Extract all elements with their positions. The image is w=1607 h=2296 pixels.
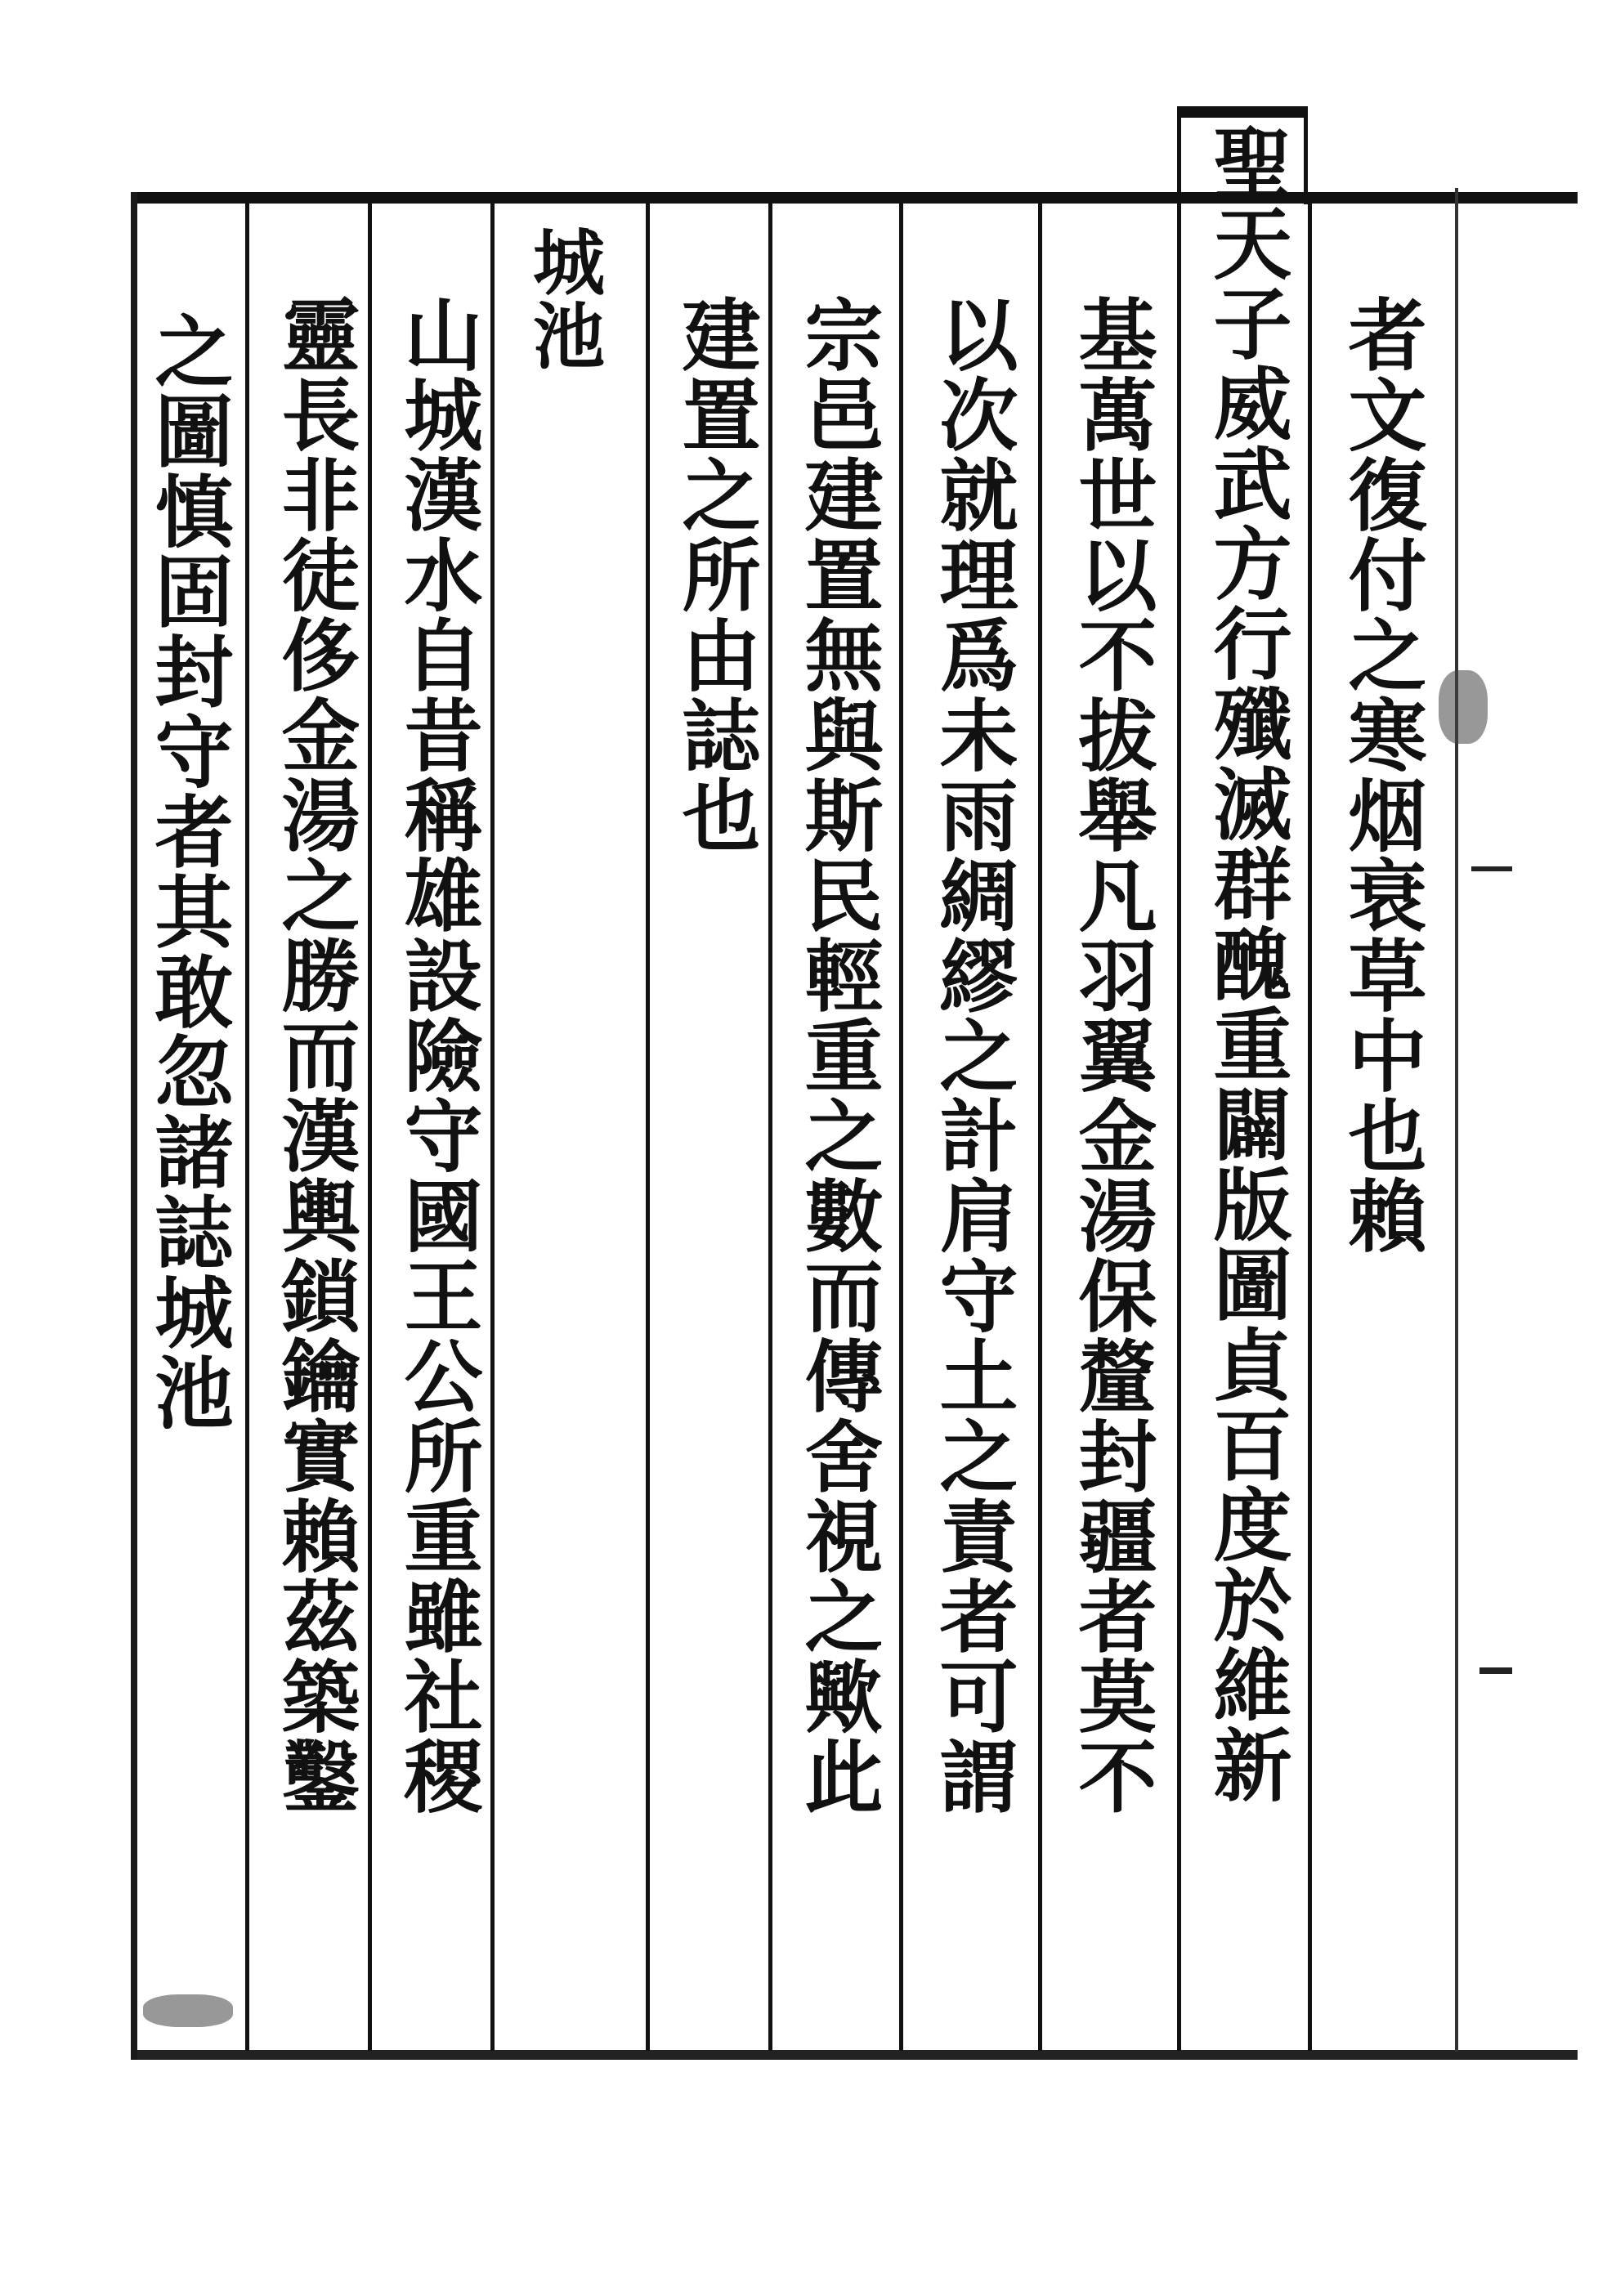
column-rule bbox=[646, 204, 650, 2051]
column-rule bbox=[899, 204, 903, 2051]
section-heading: 城池 bbox=[521, 225, 607, 372]
text-column-3: 基萬世以不拔舉凡羽翼金湯保釐封疆者莫不 bbox=[1066, 294, 1158, 1816]
adjacent-page-edge bbox=[1455, 188, 1578, 2052]
text-column-1: 者文復付之寒烟衰草中也賴 bbox=[1336, 294, 1428, 1255]
ink-smudge bbox=[1439, 670, 1488, 744]
text-column-2-elevated: 聖天子威武方行殲滅群醜重闢版圖貞百度於維新 bbox=[1201, 123, 1293, 1805]
text-column-6: 建置之所由誌也 bbox=[669, 294, 762, 855]
column-rule bbox=[1177, 204, 1181, 2051]
text-column-8: 山城漢水自昔稱雄設險守國王公所重雖社稷 bbox=[392, 294, 484, 1816]
ink-smudge bbox=[143, 1994, 233, 2027]
column-rule bbox=[1038, 204, 1042, 2051]
edge-mark bbox=[1479, 1667, 1512, 1674]
text-column-5: 宗邑建置無與斯民輕重之數而傳舍視之歟此 bbox=[792, 294, 884, 1816]
column-rule bbox=[1308, 204, 1312, 2051]
text-column-4: 以次就理爲未雨綢繆之計肩守土之責者可謂 bbox=[927, 294, 1019, 1816]
edge-mark bbox=[1471, 866, 1512, 871]
text-column-9: 靈長非徒侈金湯之勝而漢輿鎖鑰實賴茲築鑿 bbox=[269, 294, 361, 1816]
text-column-10: 之圖慎固封守者其敢忽諸誌城池 bbox=[142, 311, 235, 1432]
